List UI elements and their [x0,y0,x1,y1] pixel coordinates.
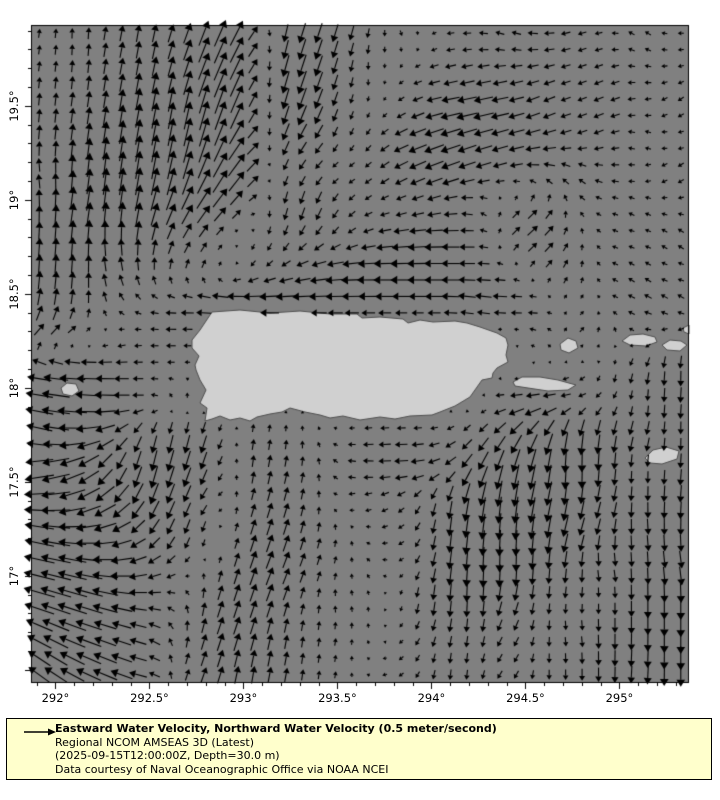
y-tick-label: 19.5° [7,90,21,122]
legend-title: Eastward Water Velocity, Northward Water Velocity (0.5 meter/second) [55,722,497,735]
legend-text [55,722,705,776]
x-tick-label: 295° [605,691,634,705]
x-tick-label: 292° [41,691,70,705]
x-tick-label: 293.5° [318,691,357,705]
legend-model: Regional NCOM AMSEAS 3D (Latest) [55,735,254,749]
x-tick-label: 294.5° [506,691,545,705]
reference-arrow-icon [23,727,57,737]
y-tick-label: 18.5° [7,278,21,310]
legend-box [6,718,712,780]
x-tick-label: 293° [229,691,258,705]
y-tick-label: 17° [7,565,21,587]
x-tick-label: 294° [417,691,446,705]
legend-credit: Data courtesy of Naval Oceanographic Office via NOAA NCEI [55,762,389,776]
y-tick-label: 19° [7,189,21,211]
legend-timestamp: (2025-09-15T12:00:00Z, Depth=30.0 m) [55,749,280,762]
x-tick-label: 292.5° [130,691,169,705]
y-tick-label: 17.5° [7,466,21,498]
y-tick-label: 18° [7,377,21,399]
